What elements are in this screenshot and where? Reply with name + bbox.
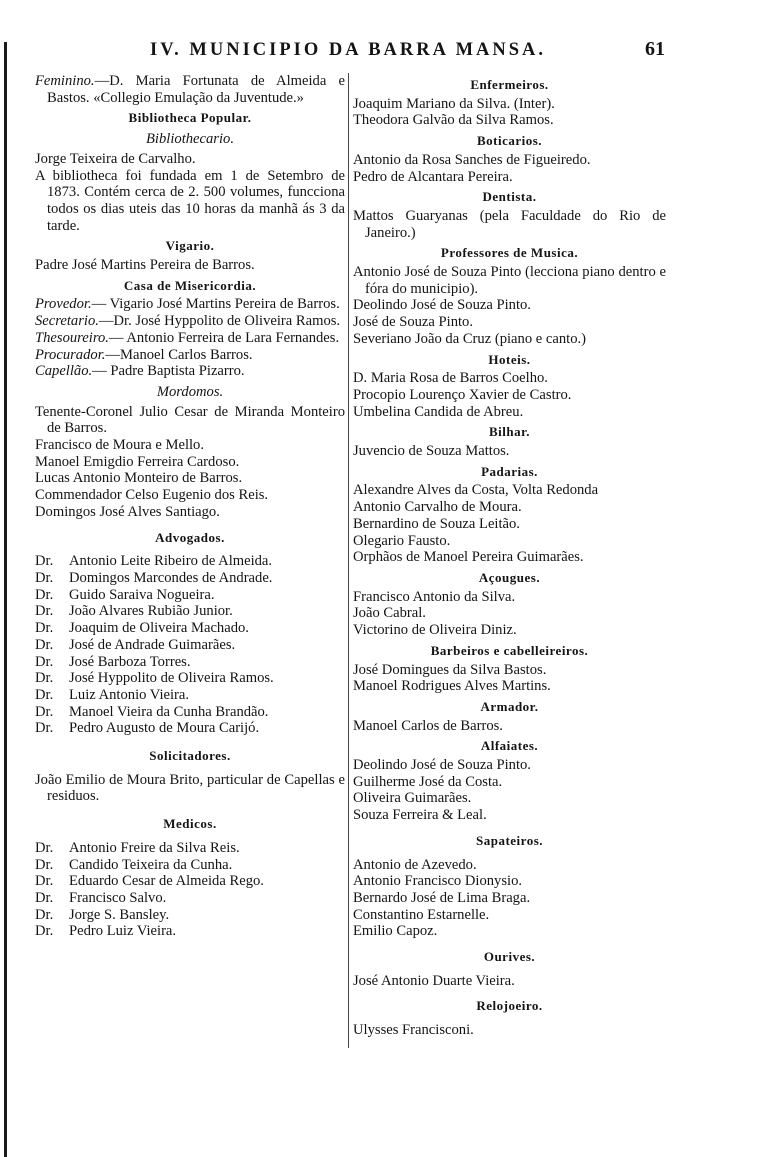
- list-item: Guilherme José da Costa.: [353, 773, 503, 790]
- list-item: Joaquim Mariano da Silva. (Inter).: [353, 95, 555, 112]
- section-title-ourives: Ourives.: [483, 949, 536, 965]
- role-entry: [35, 330, 345, 347]
- role-entry: [35, 296, 345, 313]
- title-prefix: Dr.: [35, 856, 54, 873]
- medico-name: Antonio Freire da Silva Reis.: [69, 839, 240, 856]
- advogado-item: [35, 620, 345, 637]
- advogado-name: Pedro Augusto de Moura Carijó.: [69, 720, 260, 737]
- list-item: Victorino de Oliveira Diniz.: [353, 622, 517, 639]
- medico-name: Francisco Salvo.: [69, 889, 167, 906]
- title-prefix: Dr.: [35, 873, 54, 890]
- list-item: Bernardo José de Lima Braga.: [353, 889, 531, 906]
- list-item: Antonio de Azevedo.: [353, 856, 477, 873]
- list-item: Alexandre Alves da Costa, Volta Redonda: [353, 482, 599, 499]
- section-title-enfermeiros: Enfermeiros.: [470, 77, 549, 92]
- list-item: Pedro de Alcantara Pereira.: [353, 168, 513, 185]
- list-item: Severiano João da Cruz (piano e canto.): [353, 330, 587, 347]
- feminino-text: —D. Maria Fortunata de Almeida e Bastos. «Collegio Emulação da Juventude.»: [47, 73, 345, 106]
- list-item: Juvencio de Souza Mattos.: [353, 443, 510, 460]
- role-entry: [35, 347, 345, 364]
- role-label: Procurador.: [35, 346, 106, 363]
- list-item: Manoel Rodrigues Alves Martins.: [353, 678, 551, 695]
- medico-name: Eduardo Cesar de Almeida Rego.: [69, 873, 264, 890]
- title-prefix: Dr.: [35, 636, 54, 653]
- title-prefix: Dr.: [35, 686, 54, 703]
- section-title-padarias: Padarias.: [481, 463, 538, 479]
- list-item: Oliveira Guimarães.: [353, 790, 472, 807]
- section-title-solicitadores: Solicitadores.: [149, 748, 231, 764]
- title-prefix: Dr.: [35, 603, 54, 620]
- advogado-item: [35, 654, 345, 671]
- section-title-hoteis: Hoteis.: [488, 351, 531, 367]
- mordomo-item: Lucas Antonio Monteiro de Barros.: [35, 470, 243, 487]
- section-title-barbeiros: Barbeiros e cabelleireiros.: [430, 642, 589, 658]
- page-number: 61: [645, 38, 665, 60]
- mordomo-item: Manoel Emigdio Ferreira Cardoso.: [35, 453, 240, 470]
- subsection-mordomos: Mordomos.: [156, 383, 224, 400]
- section-title-vigario: Vigario.: [165, 238, 215, 254]
- list-item: Manoel Carlos de Barros.: [353, 717, 503, 734]
- subsection-bibliothecario: Bibliothecario.: [146, 131, 234, 148]
- medico-item: [35, 873, 345, 890]
- list-item: José Antonio Duarte Vieira.: [353, 972, 515, 989]
- mordomo-item: Tenente-Coronel Julio Cesar de Miranda Monteiro de Barros.: [35, 403, 345, 437]
- list-item: Ulysses Francisconi.: [353, 1022, 474, 1039]
- title-prefix: Dr.: [35, 889, 54, 906]
- advogado-name: José de Andrade Guimarães.: [69, 636, 236, 653]
- section-title-bilhar: Bilhar.: [489, 424, 530, 440]
- medico-item: [35, 890, 345, 907]
- title-prefix: Dr.: [35, 906, 54, 923]
- advogado-item: [35, 553, 345, 570]
- section-title-bibliotheca: Bibliotheca Popular.: [128, 110, 252, 126]
- list-item: Deolindo José de Souza Pinto.: [353, 757, 531, 774]
- advogado-name: Joaquim de Oliveira Machado.: [69, 620, 249, 637]
- title-prefix: Dr.: [35, 653, 54, 670]
- list-item: Francisco Antonio da Silva.: [353, 588, 516, 605]
- title-prefix: Dr.: [35, 569, 54, 586]
- advogado-item: [35, 637, 345, 654]
- role-text: —Manoel Carlos Barros.: [105, 346, 253, 363]
- role-label: Thesoureiro.: [35, 329, 109, 346]
- bibliothecario-name: Jorge Teixeira de Carvalho.: [35, 150, 196, 167]
- section-title-professores: Professores de Musica.: [440, 245, 579, 261]
- role-entry: [35, 313, 345, 330]
- title-prefix: Dr.: [35, 703, 54, 720]
- section-title-dentista: Dentista.: [482, 189, 537, 205]
- mordomo-item: Commendador Celso Eugenio dos Reis.: [35, 487, 269, 504]
- section-title-alfaiates: Alfaiates.: [480, 738, 539, 754]
- medico-item: [35, 923, 345, 940]
- column-divider: [348, 73, 349, 1048]
- feminino-label: Feminino.: [35, 73, 95, 89]
- list-item: João Cabral.: [353, 605, 426, 622]
- role-entry: [35, 363, 345, 380]
- page-header-title: IV. MUNICIPIO DA BARRA MANSA.: [150, 40, 547, 60]
- advogado-item: [35, 570, 345, 587]
- medico-item: [35, 907, 345, 924]
- advogado-name: Luiz Antonio Vieira.: [69, 686, 190, 703]
- advogado-name: José Barboza Torres.: [69, 653, 191, 670]
- mordomo-item: Domingos José Alves Santiago.: [35, 503, 220, 520]
- advogado-item: [35, 687, 345, 704]
- advogado-item: [35, 704, 345, 721]
- advogado-name: José Hyppolito de Oliveira Ramos.: [69, 670, 274, 687]
- list-item: Antonio da Rosa Sanches de Figueiredo.: [353, 151, 591, 168]
- role-text: — Vigario José Martins Pereira de Barros.: [91, 296, 340, 313]
- role-label: Capellão.: [35, 363, 93, 380]
- list-item: Mattos Guaryanas (pela Faculdade do Rio de Janeiro.): [353, 207, 666, 241]
- title-prefix: Dr.: [35, 553, 54, 570]
- vigario-name: Padre José Martins Pereira de Barros.: [35, 257, 255, 274]
- list-item: D. Maria Rosa de Barros Coelho.: [353, 370, 548, 387]
- feminino-entry: [35, 73, 345, 106]
- medico-name: Jorge S. Bansley.: [69, 906, 170, 923]
- title-prefix: Dr.: [35, 720, 54, 737]
- list-item: Deolindo José de Souza Pinto.: [353, 297, 531, 314]
- advogado-name: Domingos Marcondes de Andrade.: [69, 569, 273, 586]
- list-item: Constantino Estarnelle.: [353, 906, 490, 923]
- section-title-sapateiros: Sapateiros.: [475, 832, 543, 848]
- left-column: [35, 73, 345, 940]
- left-edge-rule: [4, 42, 7, 1157]
- role-label: Secretario.: [35, 313, 99, 330]
- list-item: Bernardino de Souza Leitão.: [353, 515, 520, 532]
- advogado-name: Antonio Leite Ribeiro de Almeida.: [69, 553, 273, 570]
- title-prefix: Dr.: [35, 670, 54, 687]
- section-title-acougues: Açougues.: [478, 569, 541, 585]
- section-title-armador: Armador.: [480, 698, 539, 714]
- role-text: —Dr. José Hyppolito de Oliveira Ramos.: [98, 313, 341, 330]
- bibliotheca-note: A bibliotheca foi fundada em 1 de Setembro de 1873. Contém cerca de 2. 500 volumes, funcciona todos os dias uteis das 10 horas da manhã ás 3 da tarde.: [35, 167, 345, 234]
- list-item: Antonio José de Souza Pinto (lecciona piano dentro e fóra do municipio).: [353, 264, 666, 297]
- title-prefix: Dr.: [35, 923, 54, 940]
- advogado-item: [35, 587, 345, 604]
- section-title-boticarios: Boticarios.: [476, 133, 543, 149]
- section-title-misericordia: Casa de Misericordia.: [123, 277, 257, 293]
- list-item: Antonio Francisco Dionysio.: [353, 873, 523, 890]
- title-prefix: Dr.: [35, 620, 54, 637]
- advogado-name: João Alvares Rubião Junior.: [69, 603, 233, 620]
- right-column: [353, 73, 666, 1039]
- list-item: Emilio Capoz.: [353, 923, 438, 940]
- list-item: Orphãos de Manoel Pereira Guimarães.: [353, 549, 584, 566]
- title-prefix: Dr.: [35, 839, 54, 856]
- medico-name: Pedro Luiz Vieira.: [69, 923, 177, 940]
- list-item: Souza Ferreira & Leal.: [353, 807, 487, 824]
- list-item: Procopio Lourenço Xavier de Castro.: [353, 386, 572, 403]
- solicitador-entry: João Emilio de Moura Brito, particular de Capellas e residuos.: [35, 771, 345, 805]
- list-item: Umbelina Candida de Abreu.: [353, 403, 524, 420]
- list-item: Olegario Fausto.: [353, 532, 451, 549]
- mordomo-item: Francisco de Moura e Mello.: [35, 437, 204, 454]
- advogado-name: Guido Saraiva Nogueira.: [69, 586, 215, 603]
- advogado-item: [35, 603, 345, 620]
- advogado-item: [35, 720, 345, 737]
- medico-item: [35, 840, 345, 857]
- list-item: Theodora Galvão da Silva Ramos.: [353, 112, 554, 129]
- advogado-item: [35, 670, 345, 687]
- title-prefix: Dr.: [35, 586, 54, 603]
- list-item: Antonio Carvalho de Moura.: [353, 499, 522, 516]
- section-title-advogados: Advogados.: [155, 529, 225, 545]
- list-item: José de Souza Pinto.: [353, 314, 473, 331]
- medico-item: [35, 857, 345, 874]
- section-title-relojoeiro: Relojoeiro.: [476, 998, 543, 1014]
- list-item: José Domingues da Silva Bastos.: [353, 661, 547, 678]
- role-label: Provedor.: [35, 296, 92, 313]
- role-text: — Antonio Ferreira de Lara Fernandes.: [108, 329, 340, 346]
- advogado-name: Manoel Vieira da Cunha Brandão.: [69, 703, 269, 720]
- section-title-medicos: Medicos.: [163, 816, 217, 832]
- medico-name: Candido Teixeira da Cunha.: [69, 856, 233, 873]
- role-text: — Padre Baptista Pizarro.: [92, 363, 245, 380]
